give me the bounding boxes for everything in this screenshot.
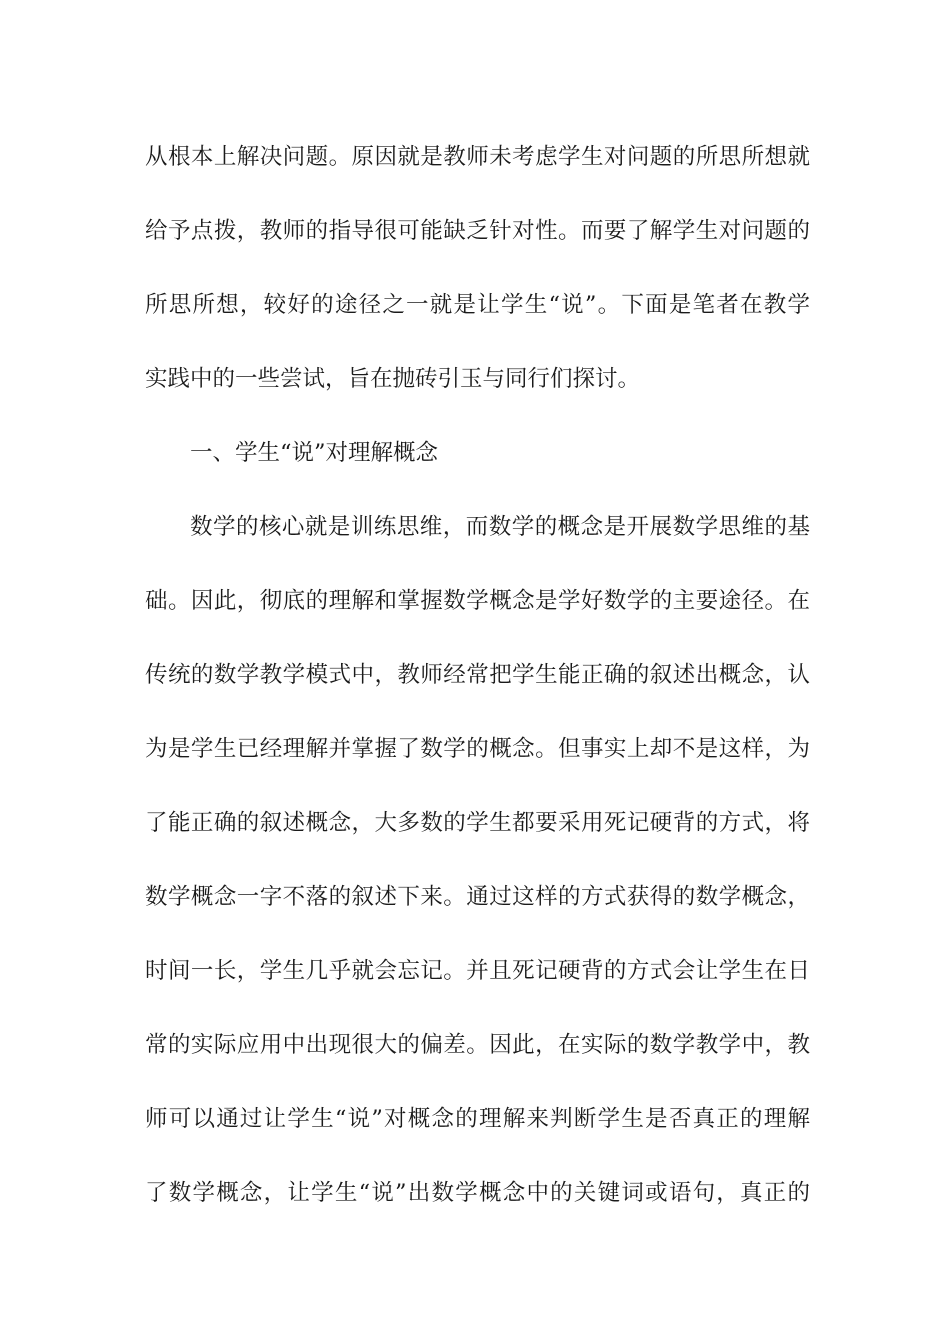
text-line: 常的实际应用中出现很大的偏差。因此，在实际的数学教学中，教 (145, 1032, 810, 1058)
text-line: 从根本上解决问题。原因就是教师未考虑学生对问题的所思所想就 (145, 144, 810, 170)
text-line: 传统的数学教学模式中，教师经常把学生能正确的叙述出概念，认 (145, 662, 810, 688)
text-line: 础。因此，彻底的理解和掌握数学概念是学好数学的主要途径。在 (145, 588, 810, 614)
text-line: 数学概念一字不落的叙述下来。通过这样的方式获得的数学概念， (145, 884, 810, 910)
text-line: 为是学生已经理解并掌握了数学的概念。但事实上却不是这样，为 (145, 736, 810, 762)
section-heading: 一、学生“说”对理解概念 (190, 440, 439, 466)
text-line: 所思所想，较好的途径之一就是让学生“说”。下面是笔者在教学 (145, 292, 810, 318)
text-line: 数学的核心就是训练思维，而数学的概念是开展数学思维的基 (190, 514, 810, 540)
text-line: 了能正确的叙述概念，大多数的学生都要采用死记硬背的方式，将 (145, 810, 810, 836)
text-line: 了数学概念，让学生“说”出数学概念中的关键词或语句，真正的 (145, 1180, 810, 1206)
text-line: 实践中的一些尝试，旨在抛砖引玉与同行们探讨。 (145, 366, 641, 392)
text-line: 给予点拨，教师的指导很可能缺乏针对性。而要了解学生对问题的 (145, 218, 810, 244)
text-line: 师可以通过让学生“说”对概念的理解来判断学生是否真正的理解 (145, 1106, 810, 1132)
text-line: 时间一长，学生几乎就会忘记。并且死记硬背的方式会让学生在日 (145, 958, 810, 984)
